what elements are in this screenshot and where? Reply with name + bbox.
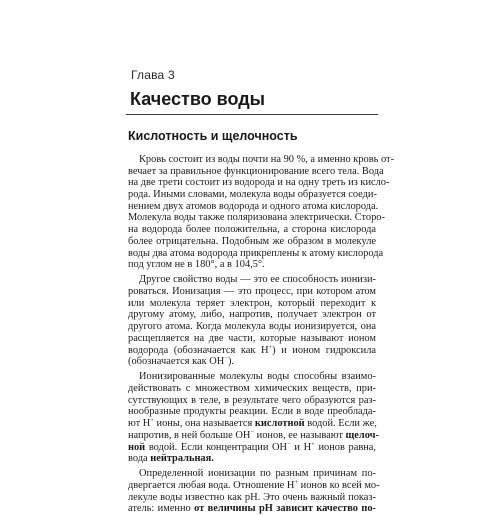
text-line: атель: именно от величины pH зависит качество по-: [128, 503, 376, 515]
text-line: Кровь состоит из воды почти на 90 %, а именно кровь от-: [139, 154, 395, 165]
section-title: Кислотность и щелочность: [128, 129, 298, 143]
text-line: сутствующих в теле, в результате чего образуются раз-: [128, 394, 376, 406]
chapter-label: Глава 3: [131, 68, 175, 82]
text-line: более отрицательна. Подобным же образом в молекуле: [128, 235, 376, 247]
text-line: водорода (обозначается как H+) и ионом гидроксила: [128, 343, 377, 356]
text-line: под углом не в 180°, а в 104,5°.: [128, 259, 265, 271]
text-line: лекуле воды известно как pH. Это очень важный показ-: [128, 491, 376, 503]
text-line: Определенной ионизации по разным причинам по-: [139, 468, 376, 480]
text-line: ной водой. Если концентрации OH− и H+ ионов равна,: [128, 440, 376, 453]
text-line: нообразные продукты реакции. Если в воде преобладa-: [128, 406, 376, 418]
text-line: воды два атома водорода прикреплены к атому кислорода: [128, 247, 384, 259]
text-line: или молекула теряет электрон, который переходит к: [128, 297, 376, 309]
text-line: (обозначается как OH−).: [128, 355, 234, 368]
text-line: напротив, в ней больше OH− ионов, ее называют щелоч-: [128, 428, 379, 441]
text-line: вечает за правильное функционирование всего тела. Вода: [128, 165, 384, 177]
text-line: роваться. Ионизация — это процесс, при котором атом: [128, 286, 376, 298]
text-line: вода нейтральная.: [128, 453, 214, 465]
chapter-title: Качество воды: [130, 89, 266, 109]
text-line: другому атому, либо, напротив, получает электрон от: [128, 309, 376, 321]
text-line: расщепляется на две части, которые называют ионом: [128, 332, 376, 344]
text-line: Молекула воды также поляризована электрически. Сторо-: [128, 212, 385, 224]
text-line: другого атома. Когда молекула воды ионизируется, она: [128, 321, 376, 333]
section-divider: [126, 114, 378, 115]
body-text: [128, 154, 395, 515]
text-line: ют H+ ионы, она называется кислотной водой. Если же,: [128, 417, 377, 430]
text-line: на две трети состоит из водорода и на одну треть из кисло-: [128, 177, 390, 189]
text-line: Другое свойство воды — это ее способность ионизи-: [139, 274, 376, 286]
text-line: двергается любая вода. Отношение H+ ионов ко всей мо-: [128, 479, 380, 492]
text-line: рода. Иными словами, молекула воды образуется соеди-: [128, 189, 377, 201]
text-line: Ионизированные молекулы воды способны взаимо-: [139, 371, 376, 383]
text-line: действовать с множеством химических веществ, при-: [128, 383, 376, 395]
text-line: нением двух атомов водорода и одного атома кислорода.: [128, 200, 379, 212]
text-line: на водорода более положительна, а сторона кислорода: [128, 224, 376, 236]
